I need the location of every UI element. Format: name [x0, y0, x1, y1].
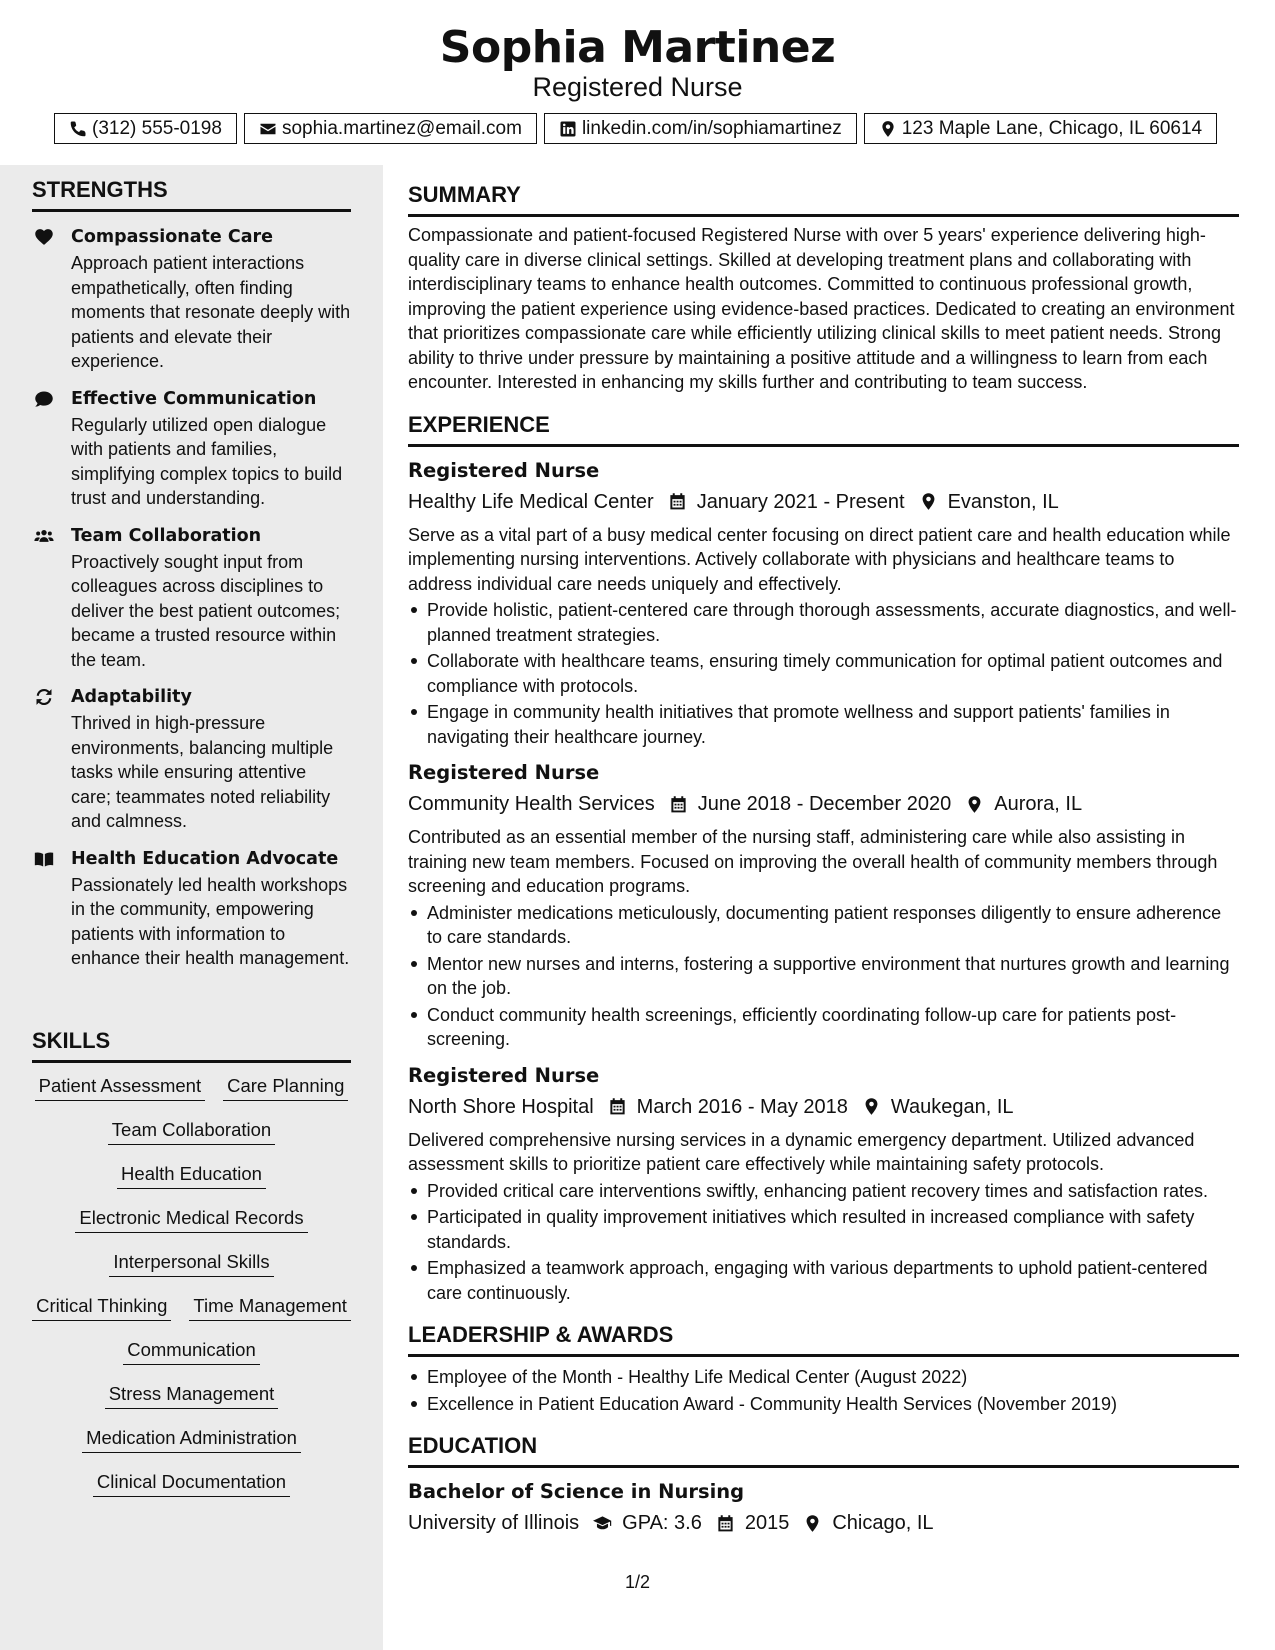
education-section — [408, 1433, 1239, 1538]
job-bullet: Collaborate with healthcare teams, ensuring timely communication for optimal patient outcomes and compliance with protocols. — [408, 649, 1239, 698]
job-entry — [408, 1062, 1239, 1306]
education-meta — [408, 1508, 1239, 1538]
calendar-icon — [668, 492, 687, 511]
sidebar — [0, 165, 383, 1650]
contact-email[interactable] — [244, 113, 537, 144]
job-bullets — [408, 598, 1239, 749]
skill-tag: Electronic Medical Records — [75, 1206, 307, 1233]
skill-tag: Stress Management — [105, 1382, 279, 1409]
experience-heading: EXPERIENCE — [408, 412, 1239, 447]
job-bullet: Emphasized a teamwork approach, engaging with various departments to uphold patient-centered care continuously. — [408, 1256, 1239, 1305]
skill-tag: Medication Administration — [82, 1426, 301, 1453]
skills-section — [32, 1028, 351, 1497]
skill-tag: Health Education — [117, 1162, 266, 1189]
job-company: Community Health Services — [408, 793, 655, 815]
job-title: Registered Nurse — [408, 761, 600, 784]
candidate-role: Registered Nurse — [532, 72, 743, 102]
strengths-section — [32, 177, 351, 971]
address-text: 123 Maple Lane, Chicago, IL 60614 — [901, 117, 1203, 139]
strength-desc: Thrived in high-pressure environments, balancing multiple tasks while ensuring attentive care; teammates noted reliability and calmness. — [71, 713, 334, 831]
phone-text: (312) 555-0198 — [92, 117, 222, 139]
awards-heading: LEADERSHIP & AWARDS — [408, 1322, 1239, 1357]
map-pin-icon — [879, 120, 897, 138]
strength-title: Health Education Advocate — [71, 848, 339, 869]
map-pin-icon — [862, 1097, 881, 1116]
job-company: Healthy Life Medical Center — [408, 490, 654, 513]
linkedin-text: linkedin.com/in/sophiamartinez — [581, 117, 842, 139]
job-dates: March 2016 - May 2018 — [636, 1095, 848, 1118]
speech-bubble-icon — [34, 389, 54, 409]
job-bullet: Provided critical care interventions swiftly, enhancing patient recovery times and satisfaction rates. — [408, 1179, 1239, 1204]
linkedin-icon — [559, 120, 577, 138]
job-title: Registered Nurse — [408, 1063, 600, 1087]
job-dates: January 2021 - Present — [696, 490, 905, 513]
contact-linkedin[interactable] — [544, 113, 857, 144]
job-bullet: Administer medications meticulously, documenting patient responses diligently to ensure adherence to care standards. — [408, 901, 1239, 950]
strength-item — [32, 225, 351, 374]
skill-tag: Care Planning — [223, 1074, 348, 1101]
job-location: Evanston, IL — [947, 490, 1059, 513]
skills-list — [32, 1074, 351, 1497]
experience-section — [408, 412, 1239, 1306]
awards-list — [408, 1365, 1239, 1416]
map-pin-icon — [965, 795, 984, 814]
job-title: Registered Nurse — [408, 458, 600, 482]
job-bullet: Participated in quality improvement initiatives which resulted in increased compliance with safety standards. — [408, 1205, 1239, 1254]
education-heading: EDUCATION — [408, 1433, 1239, 1468]
resume-header — [0, 0, 1275, 165]
summary-heading: SUMMARY — [408, 182, 1239, 217]
skill-tag: Patient Assessment — [35, 1074, 205, 1101]
job-bullets — [408, 901, 1239, 1052]
job-entry — [408, 759, 1239, 1052]
job-bullet: Conduct community health screenings, efficiently coordinating follow-up care for patients post-screening. — [408, 1003, 1239, 1052]
job-description: Delivered comprehensive nursing services in a dynamic emergency department. Utilized advanced assessment skills to prioritize patient care effectively while maintaining safety protocols. — [408, 1129, 1195, 1174]
book-icon — [34, 849, 54, 869]
strength-desc: Proactively sought input from colleagues across disciplines to deliver the best patient outcomes; became a trusted resource within the team. — [71, 551, 341, 670]
job-bullet: Engage in community health initiatives that promote wellness and support patients' families in navigating their healthcare journey. — [408, 700, 1239, 749]
job-meta — [408, 789, 1239, 819]
page-number: 1/2 — [625, 1572, 651, 1592]
contact-bar — [54, 113, 1217, 144]
job-entry — [408, 457, 1239, 750]
skill-tag: Time Management — [189, 1294, 351, 1321]
strength-title: Team Collaboration — [71, 525, 262, 546]
skill-tag: Communication — [123, 1338, 260, 1365]
strength-title: Adaptability — [71, 687, 192, 707]
job-description: Serve as a vital part of a busy medical center focusing on direct patient care and health education while implementing nursing interventions. Actively collaborate with physicians and healthcare teams to address individual care needs uniquely and effectively. — [408, 524, 1231, 594]
contact-phone — [54, 113, 237, 144]
main-content — [408, 165, 1239, 1538]
strength-item — [32, 387, 351, 511]
skills-heading: SKILLS — [32, 1028, 351, 1063]
skill-tag: Clinical Documentation — [93, 1470, 290, 1497]
strength-item — [32, 847, 351, 971]
skill-tag: Critical Thinking — [32, 1294, 171, 1321]
strength-item — [32, 685, 351, 834]
heart-icon — [34, 227, 54, 247]
summary-section — [408, 182, 1239, 395]
strength-title: Effective Communication — [71, 388, 317, 409]
strength-item — [32, 524, 351, 673]
school-name: University of Illinois — [408, 1512, 580, 1534]
degree-title: Bachelor of Science in Nursing — [408, 1480, 745, 1503]
calendar-icon — [716, 1514, 735, 1533]
job-location: Aurora, IL — [994, 793, 1083, 815]
calendar-icon — [669, 795, 688, 814]
phone-icon — [69, 120, 87, 138]
skill-tag: Interpersonal Skills — [109, 1250, 273, 1277]
contact-address — [864, 113, 1217, 144]
strength-title: Compassionate Care — [71, 227, 274, 247]
strength-desc: Passionately led health workshops in the community, empowering patients with information to enhance their health management. — [71, 874, 350, 968]
graduation-cap-icon — [593, 1514, 612, 1533]
job-location: Waukegan, IL — [890, 1095, 1014, 1118]
gpa-text: GPA: 3.6 — [622, 1512, 702, 1534]
skill-tag: Team Collaboration — [108, 1118, 275, 1145]
strengths-heading: STRENGTHS — [32, 177, 351, 212]
email-text: sophia.martinez@email.com — [281, 117, 522, 139]
strength-desc: Regularly utilized open dialogue with patients and families, simplifying complex topics to build trust and understanding. — [71, 414, 343, 508]
envelope-icon — [259, 120, 277, 138]
award-item: Employee of the Month - Healthy Life Medical Center (August 2022) — [408, 1365, 1239, 1390]
award-item: Excellence in Patient Education Award - Community Health Services (November 2019) — [408, 1392, 1239, 1417]
job-bullet: Provide holistic, patient-centered care through thorough assessments, accurate diagnostics, and well-planned treatment strategies. — [408, 598, 1239, 647]
calendar-icon — [608, 1097, 627, 1116]
job-company: North Shore Hospital — [408, 1095, 594, 1118]
strength-desc: Approach patient interactions empathetically, often finding moments that resonate deeply with patients and elevate their experience. — [71, 253, 351, 371]
job-meta — [408, 1092, 1239, 1122]
awards-section — [408, 1322, 1239, 1416]
refresh-icon — [34, 687, 54, 707]
summary-text: Compassionate and patient-focused Registered Nurse with over 5 years' experience delivering high-quality care in diverse clinical settings. Skilled at developing treatment plans and collaborating with interdisciplinary teams to enhance health outcomes. Committed to continuous professional growth, improving the patient experience using evidence-based practices. Dedicated to creating an environment that prioritizes compassionate care while efficiently utilizing clinical skills to meet patient needs. Strong ability to thrive under pressure by maintaining a positive attitude and a willingness to learn from each encounter. Interested in enhancing my skills further and contributing to team success. — [408, 225, 1235, 392]
job-bullet: Mentor new nurses and interns, fostering a supportive environment that nurtures growth and learning on the job. — [408, 952, 1239, 1001]
candidate-name: Sophia Martinez — [439, 22, 836, 73]
graduation-year: 2015 — [744, 1512, 790, 1534]
job-meta — [408, 487, 1239, 517]
map-pin-icon — [803, 1514, 822, 1533]
education-location: Chicago, IL — [832, 1512, 934, 1534]
users-icon — [34, 526, 54, 546]
job-description: Contributed as an essential member of the nursing staff, administering care while also assisting in training new team members. Focused on improving the overall health of community members through screening and education programs. — [408, 827, 1218, 896]
job-bullets — [408, 1179, 1239, 1306]
job-dates: June 2018 - December 2020 — [697, 793, 952, 815]
map-pin-icon — [919, 492, 938, 511]
